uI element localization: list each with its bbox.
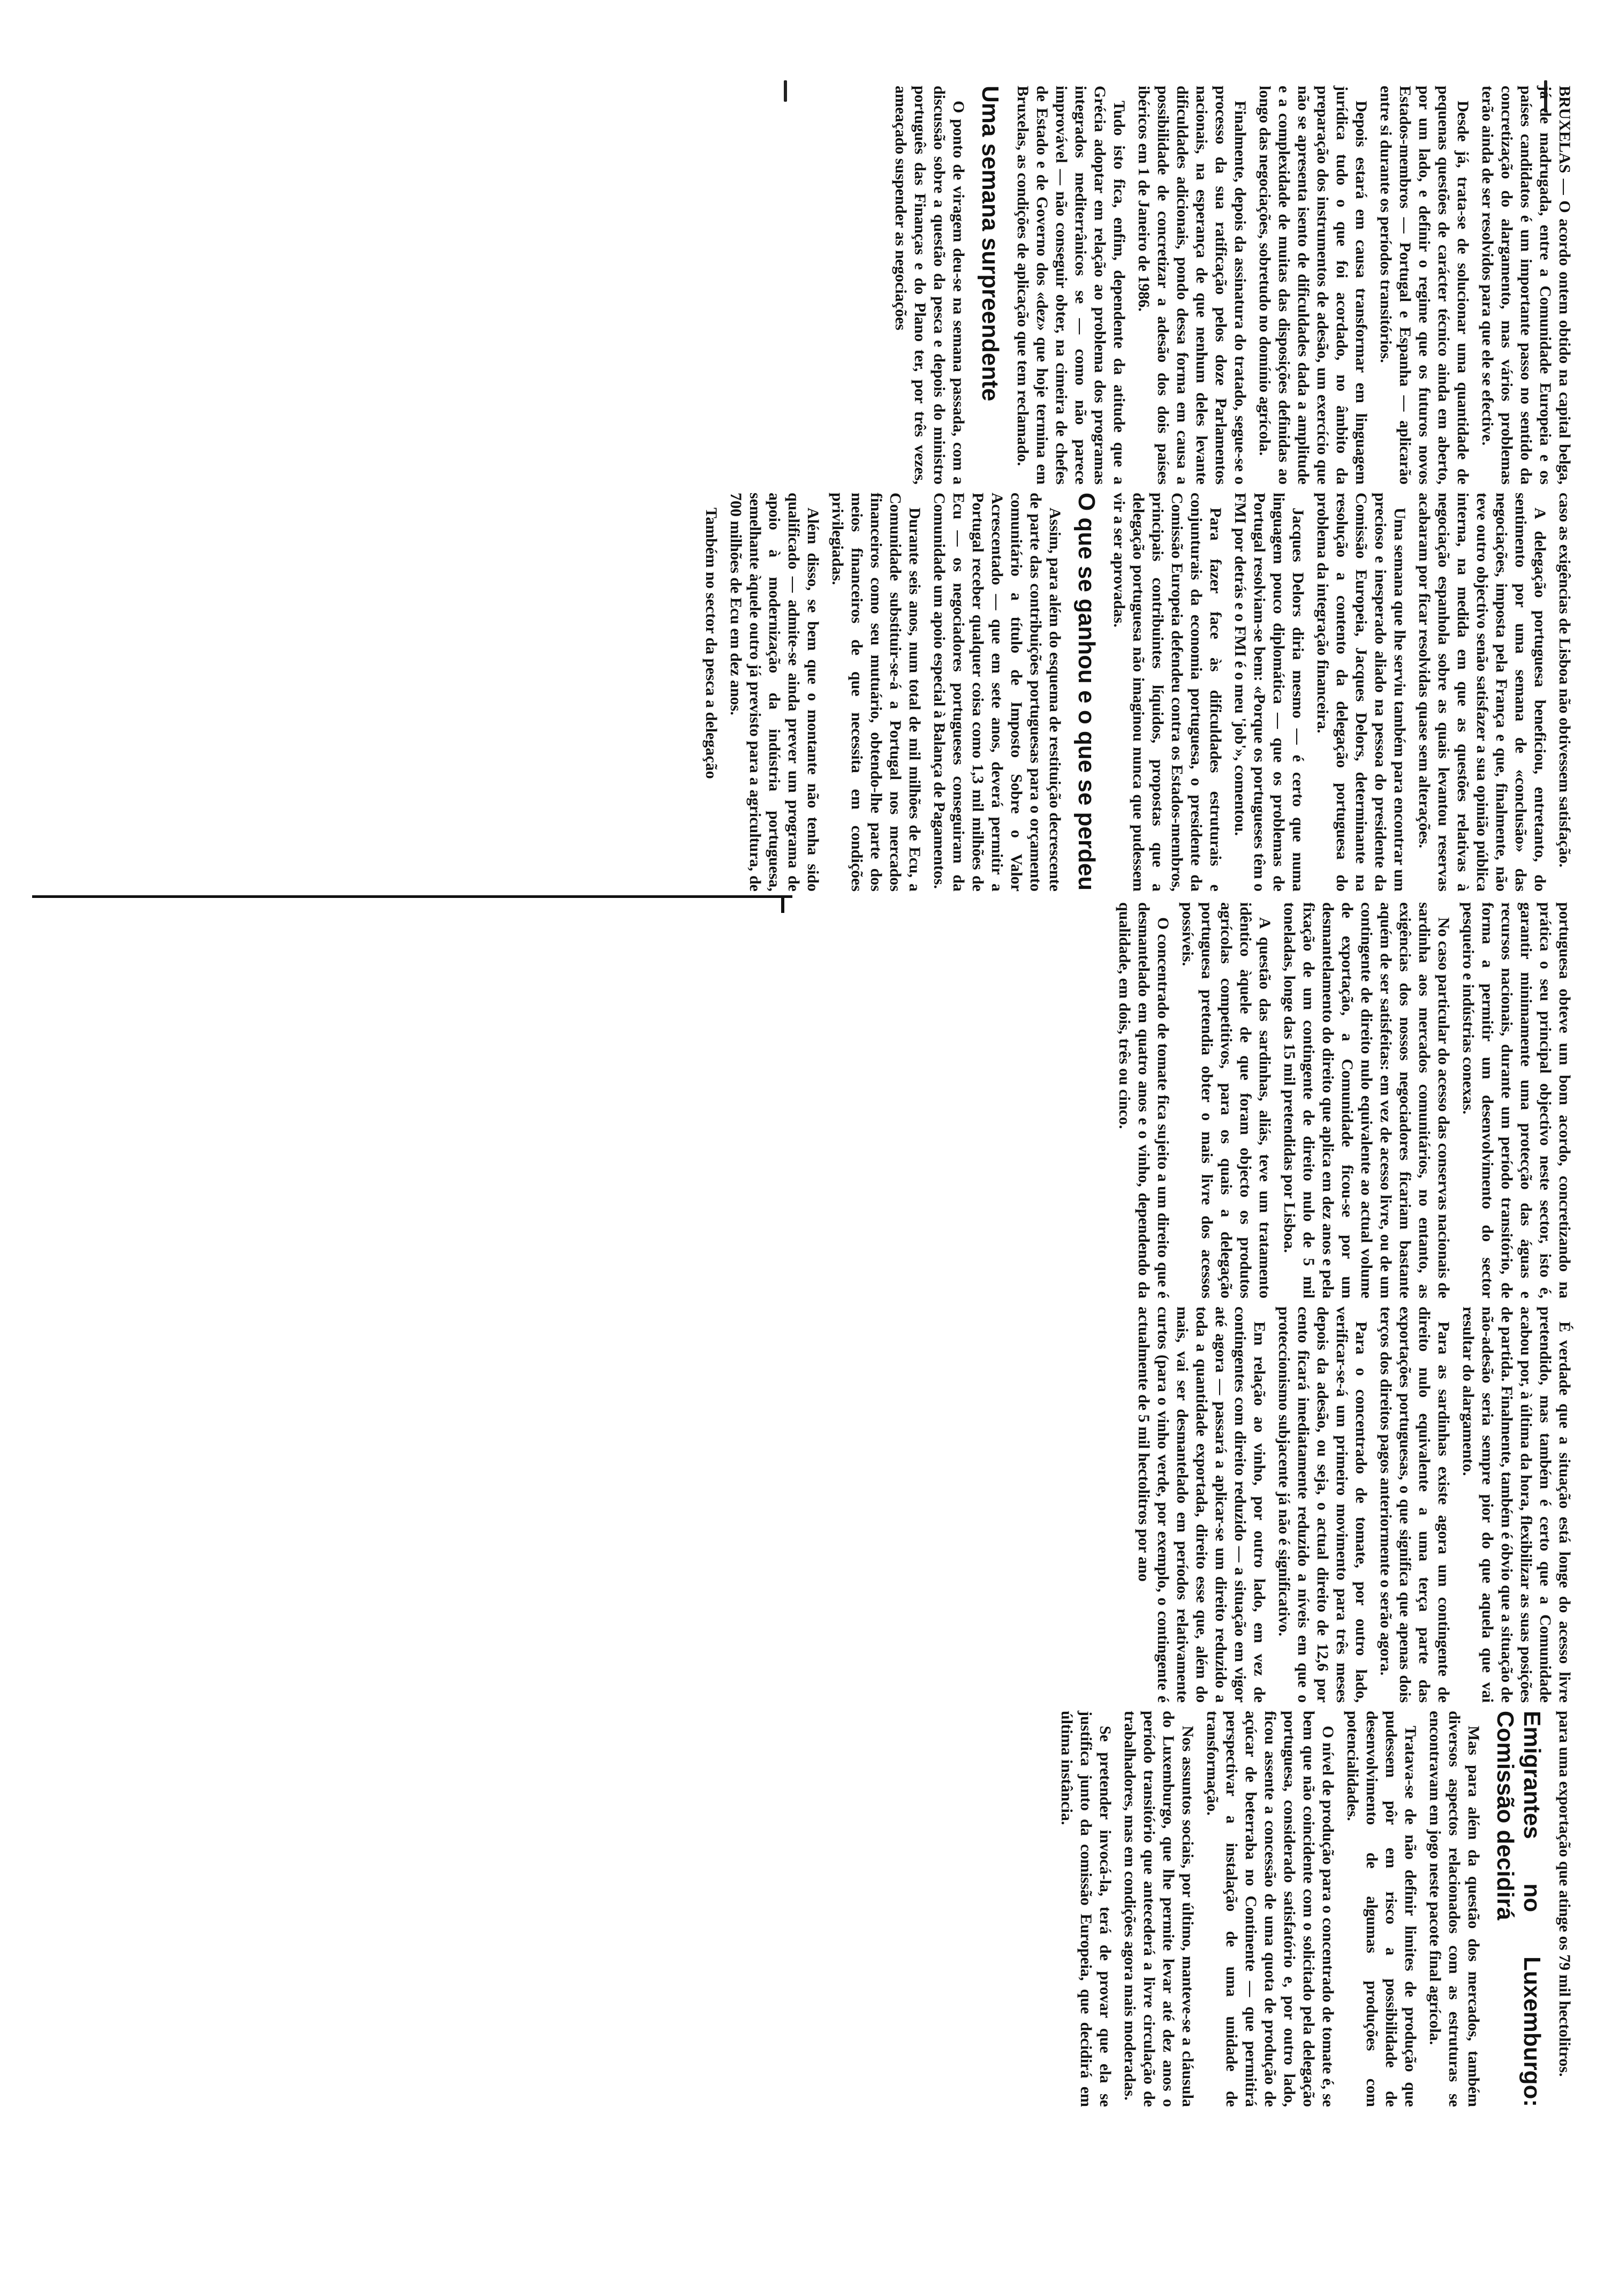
- article-paragraph: Finalmente, depois da assinatura do tratado, segue-se o processo da sua ratificação pelos doze Parlamentos nacionais, na esperança de que nenhum deles levante dificuldades adicionais, pondo dessa forma em causa a possibilidade de concretizar a adesão dos dois países ibéricos em 1 de Janeiro de 1986.: [1135, 86, 1249, 485]
- article-paragraph: O nível de produção para o concentrado de tomate é, se bem que não coincidente com o solicitado pela delegação portuguesa, considerado satisfatório e, por outro lado, ficou assente a concessão de uma quota de produção de açúcar de beterraba no Continente — que permitirá perspectivar a instalação de uma unidade de transformação.: [1204, 1711, 1337, 2107]
- article-paragraph: Em relação ao vinho, por outro lado, em vez de contingentes com direito reduzido — a situação em vigor até agora — passará a aplicar-se um direito reduzido a toda a quantidade exportada, direito esse que, além do mais, vai ser desmantelado em períodos relativamente curtos (para o vinho verde, por exemplo, o contingente é actualmente de 5 mil hectolitros por ano: [1135, 1306, 1268, 1703]
- newspaper-page: [32, 80, 1585, 2222]
- article-paragraph: Nos assuntos sociais, por último, manteve-se a cláusula do Luxemburgo, que lhe permite levar até dez anos o período transitório que antecederá a livre circulação de trabalhadores, mas em condições agora mais moderadas.: [1121, 1711, 1197, 2107]
- column-rule: [32, 895, 792, 898]
- subheading: Emigrantes no Luxemburgo: Comissão decidirá: [1492, 1711, 1545, 2107]
- article-paragraph: Para as sardinhas existe agora um contingente de direito nulo equivalente a uma terça parte das exportações portuguesas, o que significa que apenas dois terços dos direitos pagos anteriormente o serão agora.: [1377, 1306, 1452, 1703]
- article-column-5: [1051, 1711, 1574, 2107]
- article-paragraph: Jacques Delors diria mesmo — é certo que numa linguagem pouco diplomática — que os problemas de Portugal resolviam-se bem: «Porque os portugueses têm o FMI por detrás e o FMI é o meu 'job'», comentou.: [1231, 493, 1307, 892]
- page-rule: [781, 897, 784, 913]
- article-column-1: [886, 86, 1574, 485]
- article-paragraph: Tratava-se de não definir limites de produção que pudessem pôr em risco a possibilidade de desenvolvimento de algumas produções com potencialidades.: [1344, 1711, 1419, 2107]
- article-paragraph: Além disso, se bem que o montante não tenha sido qualificado — admite-se ainda prever um programa de apoio à modernização da indústria portuguesa, semelhante àquele outro já previsto para a agricultura, de 700 milhões de Ecu em dez anos.: [727, 493, 822, 892]
- article-paragraph: Assim, para além do esquema de restituição decrescente de parte das contribuições portuguesas para o orçamento comunitário a título de Imposto Sobre o Valor Acrescentado — que em sete anos, deverá permitir a Portugal receber qualquer coisa como 1,3 mil milhões de Ecu — os negociadores portugueses conseguiram da Comunidade um apoio especial à Balança de Pagamentos.: [930, 493, 1064, 892]
- article-paragraph: Uma semana que lhe serviu também para encontrar um precioso e inesperado aliado na pessoa do presidente da Comissão Europeia, Jacques Delors, determinante na resolução a contento da delegação portuguesa do problema da integração financeira.: [1314, 493, 1409, 892]
- scan-mark: [784, 80, 787, 102]
- article-paragraph: Depois estará em causa transformar em linguagem jurídica tudo o que foi acordado, no âmbito da preparação dos instrumentos de adesão, um exercício que não se apresenta isento de dificuldades dada a amplitude e a complexidade de muitas das disposições definidas ao longo das negociações, sobretudo no domínio agrícola.: [1256, 86, 1370, 485]
- article-paragraph: Durante seis anos, num total de mil milhões de Ecu, a Comunidade substituir-se-á a Portugal nos mercados financeiros como seu mutuário, obtendo-lhe parte dos meios financeiros de que necessita em condições privilegiadas.: [829, 493, 924, 892]
- article-paragraph: Para o concentrado de tomate, por outro lado, verificar-se-á um primeiro movimento para três meses depois da adesão, ou seja, o actual direito de 12,6 por cento ficará imediatamente reduzido a níveis em que o proteccionismo subjacente já não é significativo.: [1275, 1306, 1370, 1703]
- subheading: O que se ganhou e o que se perdeu: [1073, 493, 1100, 891]
- article-paragraph: No caso particular do acesso das conservas nacionais de sardinha aos mercados comunitários, no entanto, as exigências dos nossos negociadores ficariam bastante aquém de ser satisfeitas: em vez de acesso livre, ou de um contingente de direito nulo equivalente ao actual volume de exportação, a Comunidade ficou-se por um desmantelamento do direito que aplica em dez anos e pela fixação de um contingente de direito nulo de 5 mil toneladas, longe das 15 mil pretendidas por Lisboa.: [1281, 902, 1452, 1298]
- article-lead: BRUXELAS — O acordo ontem obtido na capital belga, já de madrugada, entre a Comunidade Europeia e os países candidatos é um importante passo no sentido da concretização do alargamento, mas vários problemas terão ainda de ser resolvidos para que ele se efective.: [1479, 86, 1573, 485]
- article-paragraph: Desde já, trata-se de solucionar uma quantidade de pequenas questões de carácter técnico ainda em aberto, por um lado, e definir o regime que os futuros novos Estados-membros — Portugal e Espanha — aplicarão entre si durante os períodos transitórios.: [1377, 86, 1472, 485]
- article-paragraph: portuguesa obteve um bom acordo, concretizando na prática o seu principal objectivo neste sector, isto é, garantir minimamente uma protecção das águas e recursos nacionais, durante um período transitório, de forma a permitir um desenvolvimento do sector pesqueiro e indústrias conexas.: [1459, 902, 1573, 1298]
- subheading: Uma semana surpreendente: [977, 86, 1003, 402]
- article-paragraph: A delegação portuguesa beneficiou, entretanto, do sentimento por uma semana de «conclusão» das negociações, imposta pela França e que, finalmente, não teve outro objectivo senão satisfazer a sua opinião pública interna, na medida em que as questões relativas à negociação espanhola sobre as quais levantou reservas acabaram por ficar resolvidas quase sem alterações.: [1416, 493, 1549, 892]
- article-column-2: [696, 493, 1574, 892]
- article-column-4: [1129, 1306, 1574, 1703]
- article-paragraph: O ponto de viragem deu-se na semana passada, com a discussão sobre a questão da pesca e depois do ministro português das Finanças e do Plano ter, por três vezes, ameaçado suspender as negociações: [892, 86, 967, 485]
- article-paragraph: para uma exportação que atinge os 79 mil hectolitros.: [1556, 1711, 1573, 2077]
- article-paragraph: Mas para além da questão dos mercados, também diversos aspectos relacionados com as estruturas se encontravam em jogo neste pacote final agrícola.: [1426, 1711, 1482, 2107]
- article-paragraph: Se pretender invocá-la, terá de provar que ela se justifica junto da comissão Europeia, que decidirá em última instância.: [1058, 1711, 1114, 2107]
- article-paragraph: Para fazer face às dificuldades estruturais e conjunturais da economia portuguesa, o presidente da Comissão Europeia defendeu contra os Estados-membros, principais contribuintes líquidos, propostas que a delegação portuguesa não imaginou nunca que pudessem vir a ser aprovadas.: [1110, 493, 1224, 892]
- article-paragraph: Tudo isto fica, enfim, dependente da atitude que a Grécia adoptar em relação ao problema dos programas integrados mediterrânicos se — como não parece improvável — não conseguir obter, na cimeira de chefes de Estado e de Governo dos «dez» que hoje termina em Bruxelas, as condições de aplicação que tem reclamado.: [1014, 86, 1128, 485]
- article-paragraph: A questão das sardinhas, aliás, teve um tratamento idêntico àquele de que foram objecto os produtos agrícolas competitivos, para os quais a delegação portuguesa pretendia obter o mais livre dos acessos possíveis.: [1179, 902, 1274, 1298]
- article-paragraph: Também no sector da pesca a delegação: [702, 508, 720, 779]
- article-paragraph: caso as exigências de Lisboa não obtivessem satisfação.: [1556, 493, 1573, 867]
- article-paragraph: O concentrado de tomate fica sujeito a um direito que é desmantelado em quatro anos e o vinho, dependendo da qualidade, em dois, três ou cinco.: [1116, 902, 1172, 1298]
- article-column-3: [1109, 902, 1574, 1298]
- article-paragraph: É verdade que a situação está longe do acesso livre pretendido, mas também é certo que a Comunidade acabou por, à última da hora, flexibilizar as suas posições de partida. Finalmente, também é óbvio que a situação de não-adesão seria sempre pior do que aquela que vai resultar do alargamento.: [1459, 1306, 1573, 1703]
